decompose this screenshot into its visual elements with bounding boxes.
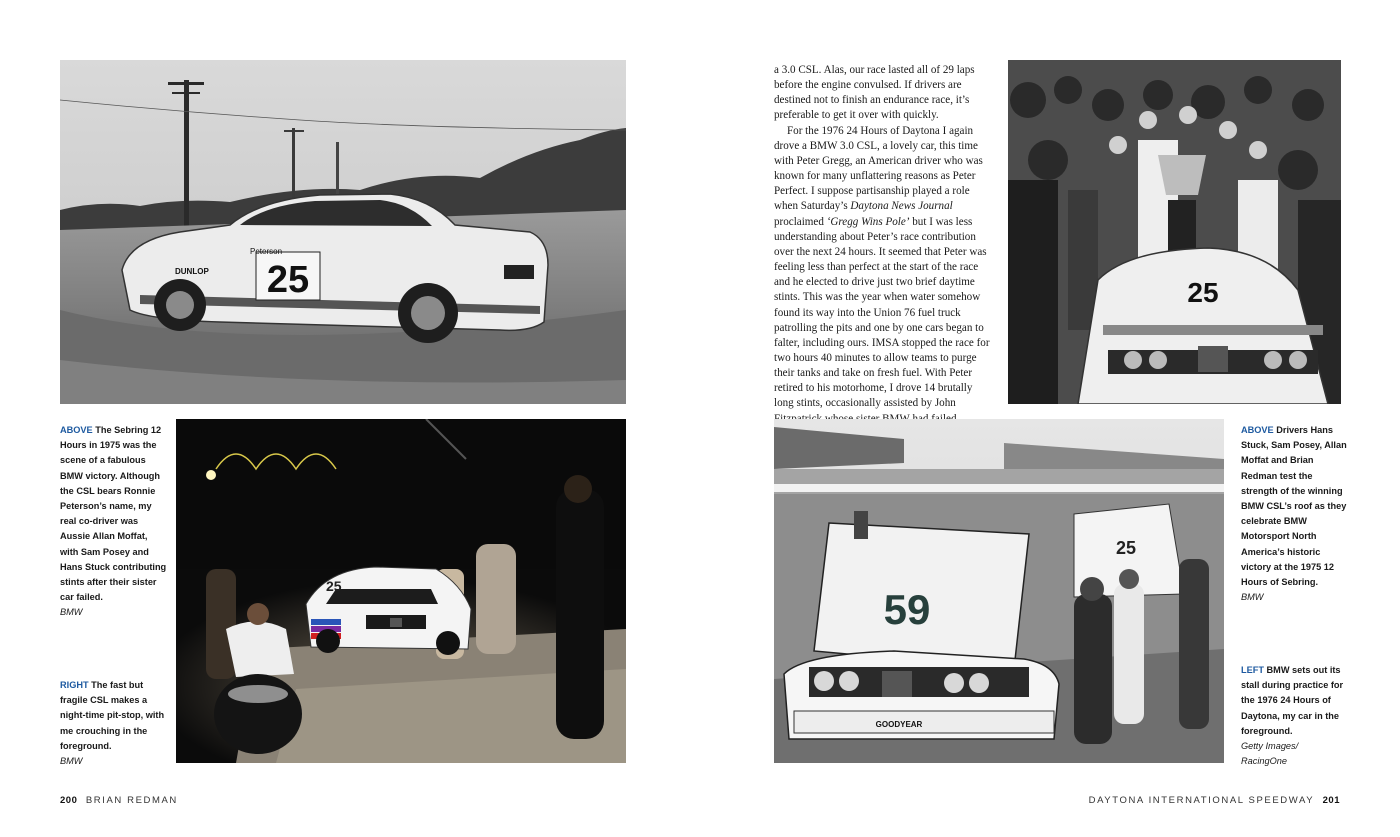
caption-above-right [1241, 423, 1349, 605]
caption-text: The Sebring 12 Hours in 1975 was the scene of a fabulous BMW victory. Although the CSL bears Ronnie Peterson’s name, my real co-driver was Aussie Allan Moffat, with Sam Posey and Hans Stuck contributing stints after their sister car failed. [60, 425, 167, 603]
caption-right [60, 678, 168, 769]
running-head: DAYTONA INTERNATIONAL SPEEDWAY [1088, 795, 1315, 806]
night-photo-art [176, 419, 626, 763]
caption-above-left [60, 423, 168, 621]
photo-credit: BMW [60, 607, 83, 618]
caption-left [1241, 663, 1349, 769]
paragraph-1: a 3.0 CSL. Alas, our race lasted all of 29 laps before the engine convulsed. If drivers are destined not to finish an endurance race, it’s preferable to get it over with quickly. [774, 64, 975, 122]
pit-car-number: 59 [883, 586, 931, 633]
running-head: BRIAN REDMAN [85, 795, 178, 806]
pit-photo-art [774, 419, 1224, 763]
photo-celebration [1008, 60, 1341, 404]
night-car-number: 25 [326, 578, 342, 594]
pit-second-car-number: 25 [1115, 538, 1137, 558]
photo-credit-line-1: Getty Images/ [1241, 741, 1299, 752]
photo-credit: BMW [1241, 592, 1264, 603]
caption-lead: ABOVE [60, 425, 93, 435]
photo-credit: BMW [60, 756, 83, 767]
sebring-roof-name: Peterson [250, 247, 283, 256]
sebring-car-number: 25 [266, 259, 310, 301]
paragraph-2-c: but I was less understanding about Peter’s race contribution over the next 24 hours. It seemed that Peter was feeling less than perfect at the start of the race and he elected to drive just two brief daytime stints. This was the year when water somehow found its way into the Union 76 fuel truck patrolling the pits and one by one cars began to falter, including ours. IMSA stopped the race for two hours 40 minutes to allow teams to purge their tanks and take on fresh fuel. With Peter retired to his motorhome, I drove 14 brutally long stints, occasionally assisted by John [774, 215, 990, 410]
body-text-column [774, 63, 993, 427]
headline-quote: ‘Gregg Wins Pole’ [826, 215, 910, 228]
sebring-photo-art [60, 60, 626, 404]
pit-bumper-decal: GOODYEAR [875, 720, 923, 729]
sebring-sponsor-decal: DUNLOP [175, 267, 209, 276]
photo-credit-line-2: RacingOne [1241, 756, 1287, 767]
folio-left [60, 795, 178, 806]
caption-text: Drivers Hans Stuck, Sam Posey, Allan Moffat and Brian Redman test the strength of the winning BMW CSL’s roof as they celebrate BMW Motorsport North America’s historic victory at the 1975 12 Hours of Sebring. [1241, 425, 1347, 588]
right-page [700, 0, 1400, 837]
photo-night-pitstop [176, 419, 626, 763]
caption-lead: LEFT [1241, 665, 1264, 675]
newspaper-title: Daytona News Journal [850, 200, 953, 213]
caption-text: BMW sets out its stall during practice for the 1976 24 Hours of Daytona, my car in the foreground. [1241, 665, 1344, 736]
photo-sebring-csl [60, 60, 626, 404]
page-number: 201 [1322, 795, 1340, 806]
paragraph-2 [774, 124, 993, 427]
caption-lead: RIGHT [60, 680, 89, 690]
photo-pit-practice [774, 419, 1224, 763]
celebration-photo-art [1008, 60, 1341, 404]
caption-lead: ABOVE [1241, 425, 1274, 435]
page-number: 200 [60, 795, 78, 806]
paragraph-2-a: For the 1976 24 Hours of Daytona I again drove a BMW 3.0 CSL, a lovely car, this time with Peter Gregg, an American driver who was known for many unflattering reasons as Peter Perfect. I suppose partisanship played a role when Saturday’s [774, 124, 983, 213]
celebration-car-number: 25 [1187, 277, 1219, 308]
paragraph-2-b: proclaimed [774, 215, 827, 228]
folio-right [1089, 795, 1340, 806]
caption-text: The fast but fragile CSL makes a night-time pit-stop, with me crouching in the foreground. [60, 680, 165, 751]
